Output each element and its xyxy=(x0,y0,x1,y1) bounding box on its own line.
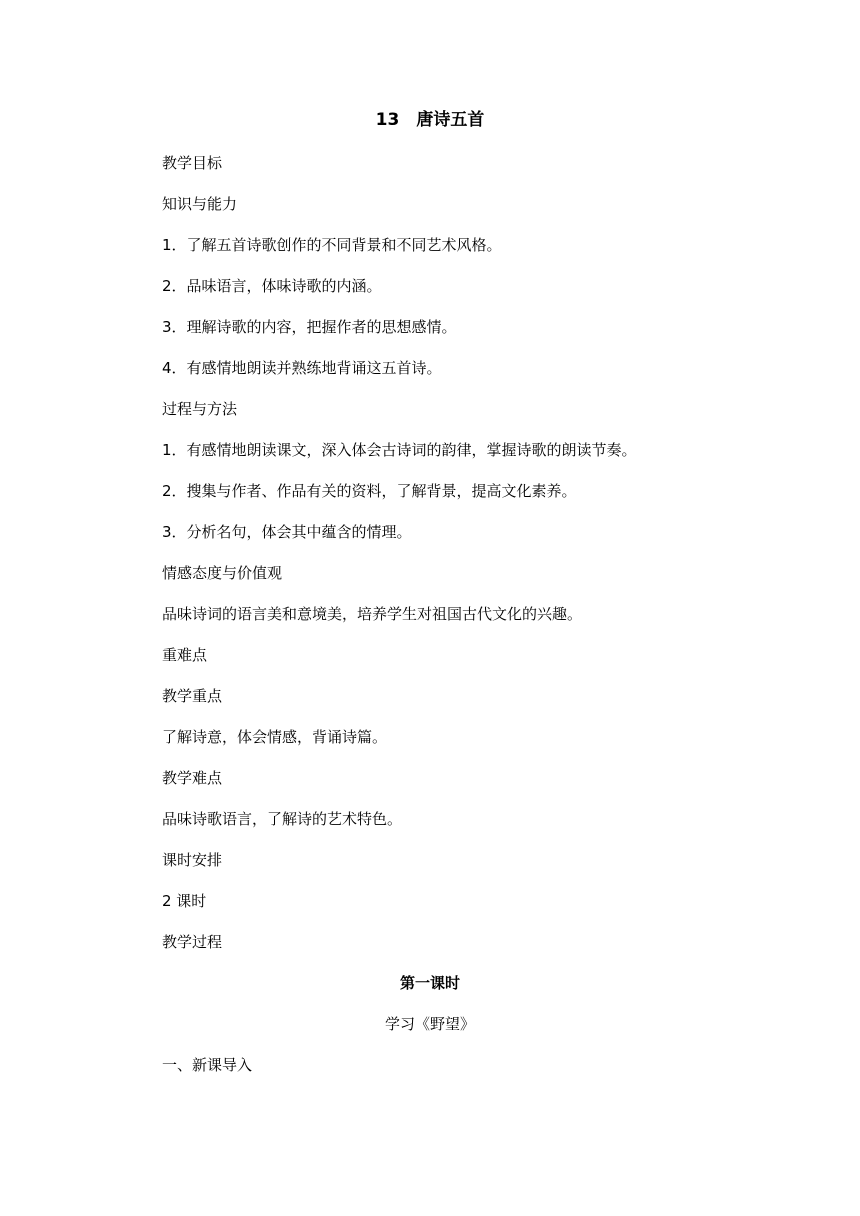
list-item: 3．理解诗歌的内容，把握作者的思想感情。 xyxy=(162,318,457,336)
list-item: 2．品味语言，体味诗歌的内涵。 xyxy=(162,277,382,295)
paragraph: 品味诗词的语言美和意境美，培养学生对祖国古代文化的兴趣。 xyxy=(162,605,583,623)
paragraph: 品味诗歌语言，了解诗的艺术特色。 xyxy=(162,810,403,828)
paragraph: 2 课时 xyxy=(162,892,207,910)
list-item: 4．有感情地朗读并熟练地背诵这五首诗。 xyxy=(162,359,442,377)
heading-key-difficulties: 重难点 xyxy=(162,646,208,664)
heading-teaching-process: 教学过程 xyxy=(162,933,223,951)
document-title: 13 唐诗五首 xyxy=(375,110,485,130)
list-item: 2．搜集与作者、作品有关的资料，了解背景，提高文化素养。 xyxy=(162,482,577,500)
list-item: 3．分析名句，体会其中蕴含的情理。 xyxy=(162,523,412,541)
subheading-key-points: 教学重点 xyxy=(162,687,223,705)
list-item: 1．了解五首诗歌创作的不同背景和不同艺术风格。 xyxy=(162,236,502,254)
section-subtitle: 学习《野望》 xyxy=(384,1015,475,1033)
list-item: 1．有感情地朗读课文，深入体会古诗词的韵律，掌握诗歌的朗读节奏。 xyxy=(162,441,637,459)
heading-schedule: 课时安排 xyxy=(162,851,223,869)
heading-teaching-objectives: 教学目标 xyxy=(162,154,223,172)
subheading-difficult-points: 教学难点 xyxy=(162,769,223,787)
subheading-knowledge-ability: 知识与能力 xyxy=(162,195,238,213)
section-first-lesson: 第一课时 xyxy=(399,974,460,992)
paragraph: 了解诗意，体会情感，背诵诗篇。 xyxy=(162,728,388,746)
subheading-emotion-values: 情感态度与价值观 xyxy=(162,564,283,582)
heading-introduction: 一、新课导入 xyxy=(162,1056,253,1074)
subheading-process-method: 过程与方法 xyxy=(162,400,238,418)
